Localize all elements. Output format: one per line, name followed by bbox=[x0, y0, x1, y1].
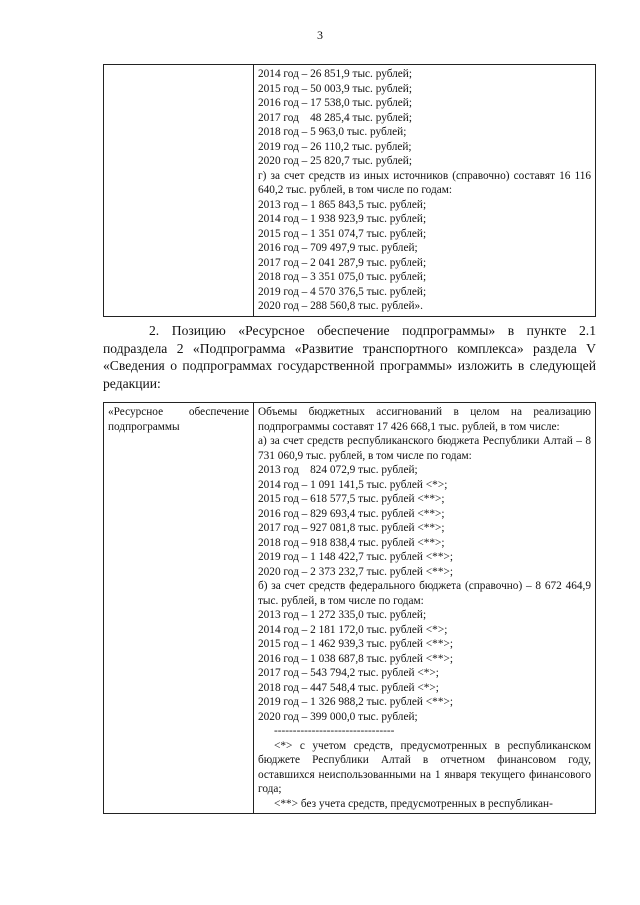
amendment-paragraph bbox=[103, 322, 596, 392]
year-line: 2016 год – 1 038 687,8 тыс. рублей <**>; bbox=[258, 652, 453, 665]
federal-budget-heading: б) за счет средств федерального бюджета (справочно) – 8 672 464,9 тыс. рублей, в том числе по годам: bbox=[258, 580, 591, 607]
year-line: 2013 год – 1 272 335,0 тыс. рублей; bbox=[258, 609, 427, 621]
paragraph-text: 2. Позицию «Ресурсное обеспечение подпрограммы» в пункте 2.1 подраздела 2 «Подпрограмма «Развитие транспортного комплекса» раздела V «Сведения о подпрограммах государственной программы» изложить в следующей редакции: bbox=[103, 323, 596, 391]
year-line: 2018 год – 3 351 075,0 тыс. рублей; bbox=[258, 271, 427, 283]
empty-label-cell bbox=[104, 65, 254, 317]
year-line: 2020 год – 399 000,0 тыс. рублей; bbox=[258, 710, 418, 723]
year-line: 2014 год – 1 938 923,9 тыс. рублей; bbox=[258, 213, 427, 225]
year-line: 2016 год – 709 497,9 тыс. рублей; bbox=[258, 242, 418, 254]
funding-table-continued bbox=[103, 64, 596, 317]
year-line: 2020 год – 25 820,7 тыс. рублей; bbox=[258, 155, 412, 167]
funding-details-cell bbox=[254, 403, 596, 814]
other-sources-heading: г) за счет средств из иных источников (справочно) составят 16 116 640,2 тыс. рублей, в том числе по годам: bbox=[258, 169, 591, 196]
year-line: 2016 год – 829 693,4 тыс. рублей <**>; bbox=[258, 507, 445, 520]
year-line: 2018 год – 447 548,4 тыс. рублей <*>; bbox=[258, 681, 439, 694]
year-line: 2020 год – 288 560,8 тыс. рублей». bbox=[258, 300, 423, 312]
year-line: 2016 год – 17 538,0 тыс. рублей; bbox=[258, 97, 412, 109]
funding-details-cell bbox=[254, 65, 596, 317]
year-line: 2019 год – 1 148 422,7 тыс. рублей <**>; bbox=[258, 551, 453, 563]
footnote-divider: -------------------------------- bbox=[274, 725, 395, 737]
footnote-single-star: <*> с учетом средств, предусмотренных в республиканском бюджете Республики Алтай в отчетном финансовом году, оставшихся неиспользованными на 1 января текущего финансового года; bbox=[258, 739, 591, 795]
year-line: 2017 год – 2 041 287,9 тыс. рублей; bbox=[258, 256, 427, 269]
year-line: 2018 год – 5 963,0 тыс. рублей; bbox=[258, 126, 407, 138]
footnote-double-star: <**> без учета средств, предусмотренных в республикан- bbox=[274, 797, 553, 810]
year-line: 2019 год – 1 326 988,2 тыс. рублей <**>; bbox=[258, 696, 453, 708]
year-line: 2014 год – 1 091 141,5 тыс. рублей <*>; bbox=[258, 478, 448, 491]
year-line: 2013 год – 1 865 843,5 тыс. рублей; bbox=[258, 198, 427, 211]
year-line: 2018 год – 918 838,4 тыс. рублей <**>; bbox=[258, 536, 445, 549]
year-line: 2014 год – 2 181 172,0 тыс. рублей <*>; bbox=[258, 623, 448, 636]
year-line: 2015 год – 1 351 074,7 тыс. рублей; bbox=[258, 227, 427, 240]
year-line: 2015 год – 50 003,9 тыс. рублей; bbox=[258, 82, 412, 95]
year-line: 2017 год – 543 794,2 тыс. рублей <*>; bbox=[258, 667, 439, 679]
resource-label-cell: «Ресурсное обеспечение подпрограммы bbox=[104, 403, 254, 814]
resource-provision-table bbox=[103, 402, 596, 814]
year-line: 2019 год – 4 570 376,5 тыс. рублей; bbox=[258, 285, 427, 298]
total-volume-text: Объемы бюджетных ассигнований в целом на реализацию подпрограммы составят 17 426 668,1 тыс. рублей, в том числе: bbox=[258, 406, 591, 433]
year-line: 2017 год 48 285,4 тыс. рублей; bbox=[258, 111, 412, 124]
regional-budget-heading: а) за счет средств республиканского бюджета Республики Алтай – 8 731 060,9 тыс. рублей, в том числе по годам: bbox=[258, 435, 591, 462]
year-line: 2015 год – 618 577,5 тыс. рублей <**>; bbox=[258, 493, 445, 505]
year-line: 2019 год – 26 110,2 тыс. рублей; bbox=[258, 140, 412, 153]
year-line: 2017 год – 927 081,8 тыс. рублей <**>; bbox=[258, 522, 445, 534]
year-line: 2013 год 824 072,9 тыс. рублей; bbox=[258, 464, 418, 476]
year-line: 2015 год – 1 462 939,3 тыс. рублей <**>; bbox=[258, 638, 453, 650]
page-number: 3 bbox=[317, 28, 323, 42]
table-row bbox=[104, 65, 596, 317]
year-line: 2020 год – 2 373 232,7 тыс. рублей <**>; bbox=[258, 565, 453, 578]
table-row bbox=[104, 403, 596, 814]
year-line: 2014 год – 26 851,9 тыс. рублей; bbox=[258, 68, 412, 80]
